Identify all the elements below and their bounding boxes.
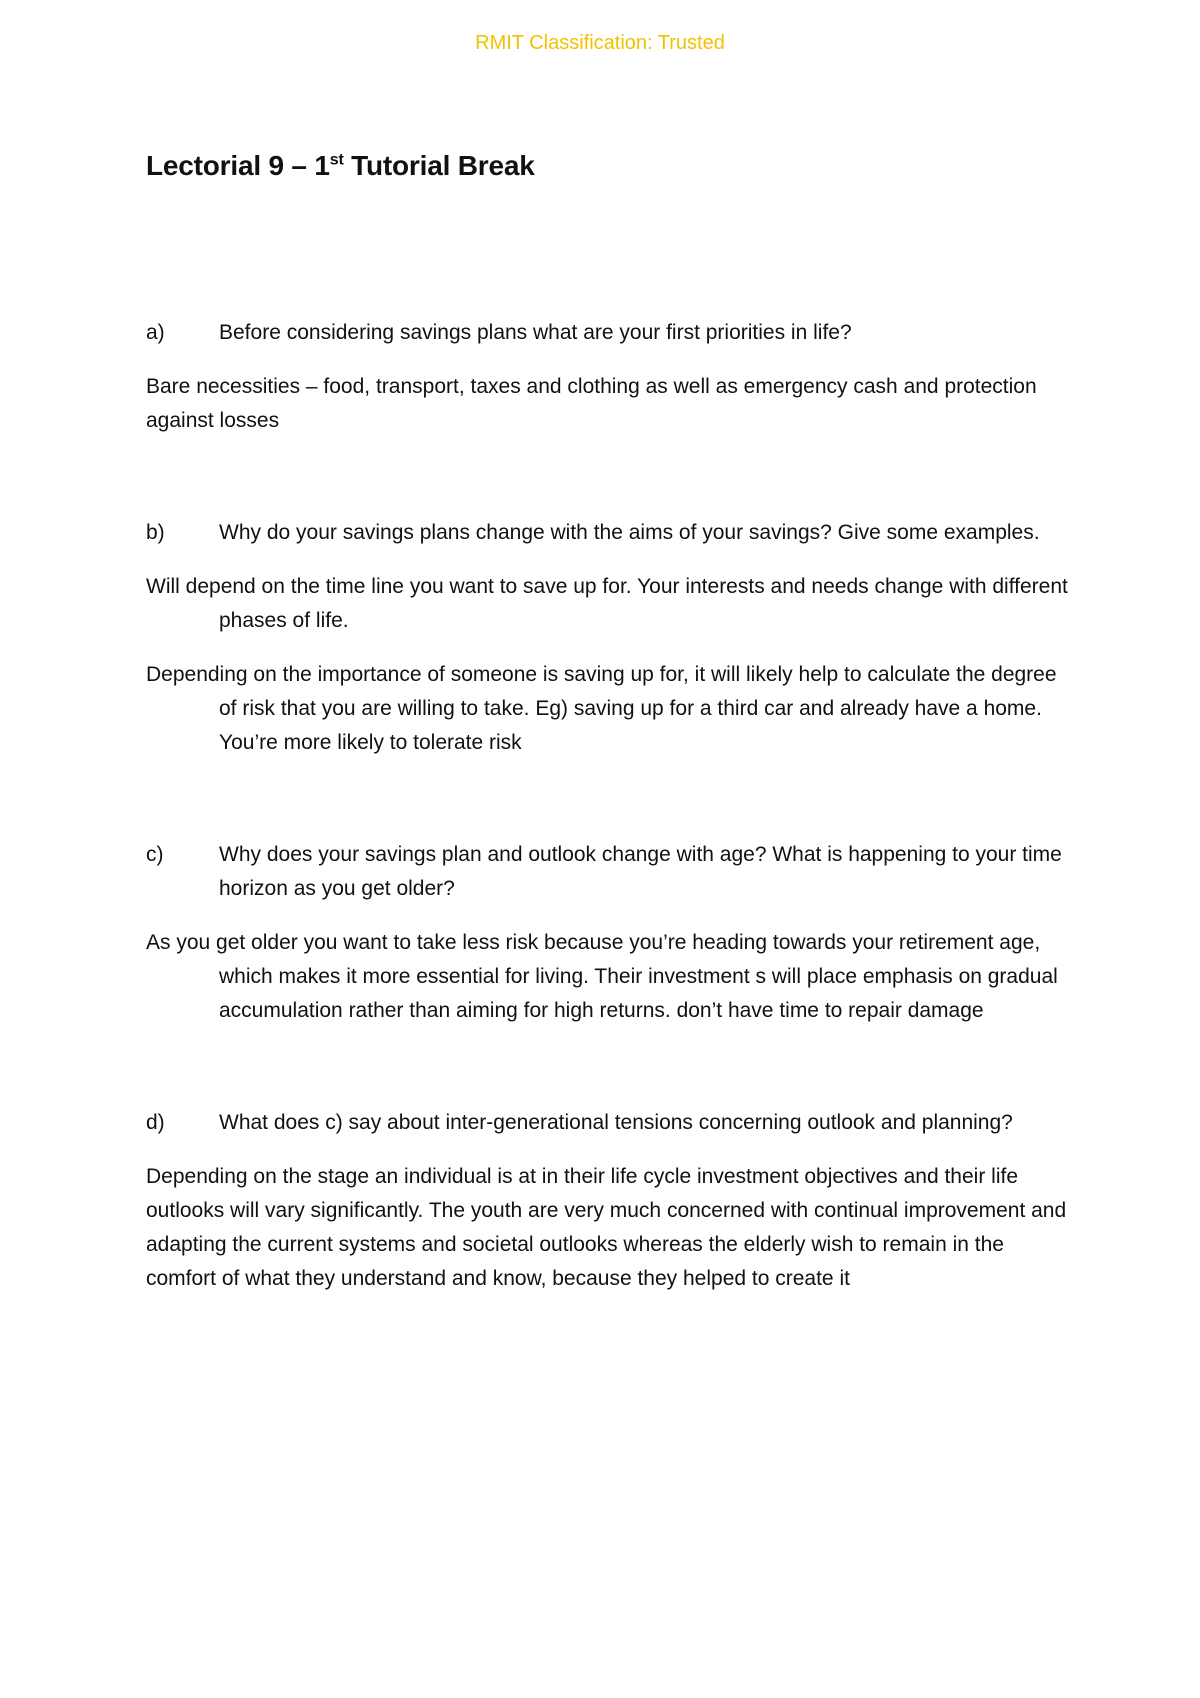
question-label: a)	[146, 321, 165, 344]
answer-a: Bare necessities – food, transport, taxes and clothing as well as emergency cash and protection against losses	[146, 375, 1037, 432]
question-a	[146, 316, 1076, 350]
question-label: b)	[146, 521, 165, 544]
question-text: What does c) say about inter-generational tensions concerning outlook and planning?	[219, 1111, 1013, 1134]
question-text: Before considering savings plans what are your first priorities in life?	[219, 321, 852, 344]
title-suffix: Tutorial Break	[343, 150, 535, 181]
question-label: c)	[146, 843, 164, 866]
title-prefix: Lectorial 9 – 1	[146, 150, 330, 181]
title-superscript: st	[329, 151, 344, 169]
page-title	[146, 146, 1076, 186]
question-d	[146, 1106, 1076, 1140]
answer-b-1: Will depend on the time line you want to save up for. Your interests and needs change with different phases of life.	[146, 575, 1068, 632]
classification-header: RMIT Classification: Trusted	[475, 32, 725, 54]
question-text: Why do your savings plans change with the aims of your savings? Give some examples.	[219, 521, 1040, 544]
question-text: Why does your savings plan and outlook change with age? What is happening to your time horizon as you get older?	[219, 843, 1062, 900]
answer-d: Depending on the stage an individual is at in their life cycle investment objectives and their life outlooks will vary significantly. The youth are very much concerned with continual improvement and adapting the current systems and societal outlooks whereas the elderly wish to remain in the comfort of what they understand and know, because they helped to create it	[146, 1165, 1067, 1290]
answer-c: As you get older you want to take less risk because you’re heading towards your retirement age, which makes it more essential for living. Their investment s will place emphasis on gradual accumulation rather than aiming for high returns. don’t have time to repair damage	[146, 931, 1058, 1022]
question-label: d)	[146, 1111, 165, 1134]
document-body	[146, 146, 1076, 1296]
answer-b-2: Depending on the importance of someone is saving up for, it will likely help to calculate the degree of risk that you are willing to take. Eg) saving up for a third car and already have a home. You’re more likely to tolerate risk	[146, 663, 1057, 754]
question-c	[146, 838, 1076, 906]
question-b	[146, 516, 1076, 550]
